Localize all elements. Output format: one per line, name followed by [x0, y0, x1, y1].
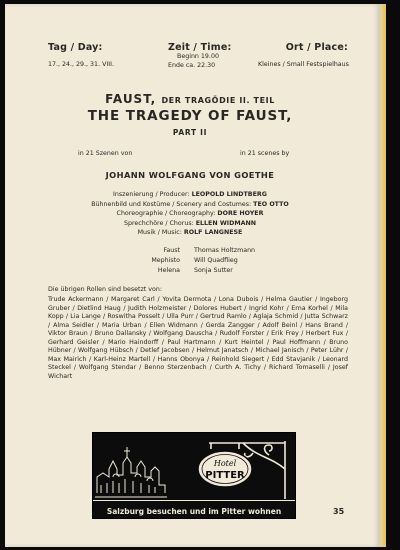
role-character: Faust	[163, 247, 180, 254]
castle-drawing	[95, 447, 167, 497]
time-column	[168, 44, 232, 70]
role-character: Mephisto	[151, 257, 180, 264]
sign-line2: PITTER	[205, 470, 245, 481]
credit-name: ROLF LANGNESE	[183, 229, 243, 236]
credit-line	[0, 200, 380, 210]
credit-role: Choreographie / Choreography:	[116, 210, 216, 217]
scenes-english: in 21 scenes by	[240, 150, 290, 157]
role-actor: Sonja Sutter	[194, 267, 233, 274]
credit-name: DORE HOYER	[217, 210, 264, 217]
author: JOHANN WOLFGANG VON GOETHE	[105, 170, 275, 180]
credit-name: TEO OTTO	[253, 200, 289, 208]
scenes-german: in 21 Szenen von	[78, 150, 133, 157]
hotel-advertisement	[92, 432, 296, 519]
time-label: Zeit / Time:	[168, 42, 232, 53]
role-actor: Thomas Holtzmann	[194, 247, 256, 254]
cast-intro: Die übrigen Rollen sind besetzt von:	[48, 286, 162, 293]
credit-line	[0, 190, 380, 200]
place-value: Kleines / Small Festspielhaus	[258, 61, 349, 68]
hotel-sign	[198, 451, 252, 487]
title-german	[0, 92, 380, 106]
credit-name: LEOPOLD LINDTBERG	[191, 191, 267, 198]
credit-line	[0, 219, 380, 229]
credit-role: Sprechchöre / Chorus:	[123, 219, 194, 227]
place-column	[258, 44, 348, 69]
credit-role: Inszenierung / Producer:	[113, 191, 190, 198]
place-label: Ort / Place:	[285, 42, 348, 53]
credit-name: ELLEN WIDMANN	[195, 219, 257, 227]
title-english: THE TRAGEDY OF FAUST,	[87, 108, 293, 124]
role-actor: Will Quadflieg	[194, 257, 238, 264]
cast-list: Trude Ackermann / Margaret Carl / Yovita Dermota / Lona Dubois / Helma Gautier / Ingeborg Gruber / Dietlind Haug / Judith Holzmeister / Dolores Hubert / Ingrid Kohr / Erna Korhel / Mila Kopp / Lia Lange / Roswitha Posselt / Ulla Purr / Gertrud Ramlo / Aglaja Schmid / Jutta Schwarz / Alma Seidler / Maria Urban / Ellen Widmann / Gerda Zangger / Adolf Beinl / Hans Brand / Viktor Braun / Bruno Dallansky / Wolfgang Dauscha / Rudolf Forster / Erik Frey / Herbert Fux / Gerhard Geisler / Mario Haindorff / Paul Hartmann / Kurt Heintel / Paul Hoffmann / Bruno Hübner / Wolfgang Hübsch / Detlef Jacobsen / Helmut Janatsch / Michael Janisch / Peter Lühr / Max Mairich / Karl-Heinz Martell / Hanns Obonya / Reinhold Siegert / Edd Stavjanik / Leonard Steckel / Wolfgang Stendar / Benno Sterzenbach / Curth A. Tichy / Richard Tomaselli / Josef Wichart	[48, 296, 348, 380]
credit-line	[0, 209, 380, 219]
ad-slogan: Salzburg besuchen und im Pitter wohnen	[106, 507, 282, 516]
sign-line1: Hotel	[213, 459, 237, 468]
title-part: PART II	[172, 128, 208, 137]
principal-roles	[140, 246, 300, 276]
credit-role: Bühnenbild und Kostüme / Scenery and Costumes:	[91, 200, 252, 208]
date-column	[48, 44, 114, 69]
time-end: Ende ca. 22.30	[168, 62, 216, 69]
date-label: Tag / Day:	[48, 42, 103, 53]
page-edge	[380, 4, 386, 547]
ad-illustration	[93, 433, 295, 501]
role-character: Helena	[157, 267, 180, 274]
date-value: 17., 24., 29., 31. VIII.	[48, 61, 114, 68]
credits-list	[0, 190, 380, 238]
credit-line	[0, 228, 380, 238]
title-main: FAUST,	[105, 92, 157, 106]
time-begin: Beginn 19.00	[177, 53, 219, 60]
page-number: 35	[333, 507, 345, 516]
title-sub: DER TRAGÖDIE II. TEIL	[161, 96, 275, 105]
credit-role: Musik / Music:	[137, 229, 182, 236]
